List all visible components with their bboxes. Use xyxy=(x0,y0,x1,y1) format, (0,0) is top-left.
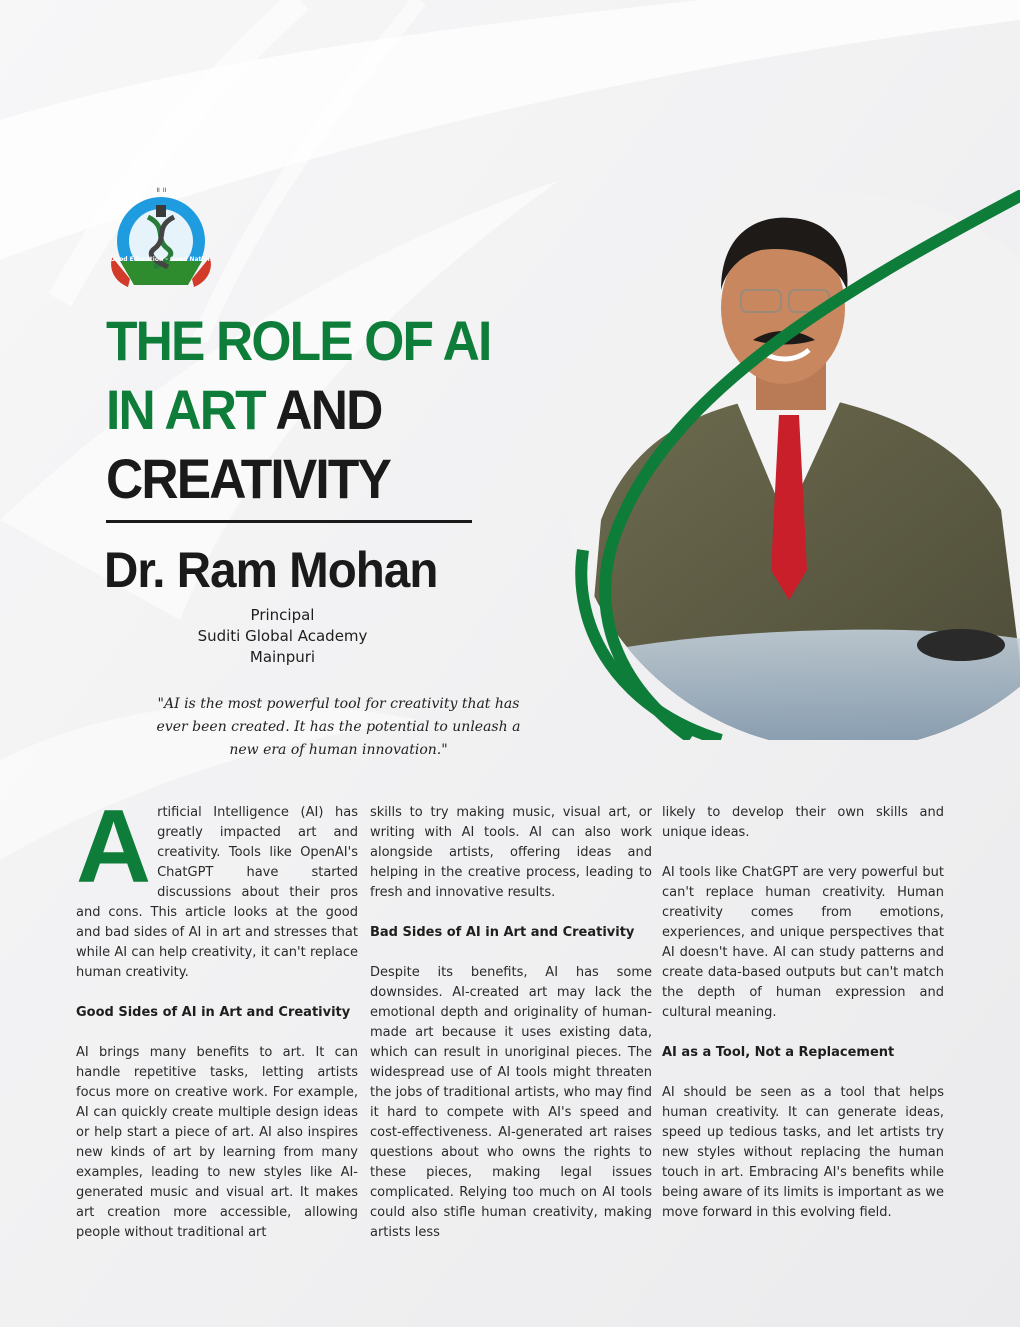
chatgpt-paragraph: AI tools like ChatGPT are very powerful but can't replace human creativity. Human creativity comes from emotions, experiences, and unique perspectives that AI doesn't have. AI can study patterns and create data-based outputs but can't match the depth of human expression and cultural meaning. xyxy=(662,865,944,1020)
good-sides-heading: Good Sides of AI in Art and Creativity xyxy=(76,1005,351,1020)
tool-paragraph: AI should be seen as a tool that helps human creativity. It can generate ideas, speed up tedious tasks, and let artists try new styles without replacing the human touch in art. Embracing AI's benefits while being aware of its limits is important as we move forward in this evolving field. xyxy=(662,1085,944,1220)
svg-text:॥ ॥: ॥ ॥ xyxy=(155,186,167,194)
title-line-2-black: AND xyxy=(275,378,382,441)
drop-cap: A xyxy=(76,789,152,905)
bad-sides-paragraph: Despite its benefits, AI has some downsides. AI-created art may lack the emotional depth and originality of human-made art because it uses existing data, which can result in unoriginal pieces. The widespread use of AI tools might threaten the jobs of traditional artists, who may find it hard to compete with AI's speed and cost-effectiveness. AI-generated art raises questions about who owns the rights to these pieces, making legal issues complicated. Relying too much on AI tools could also stifle human creativity, making artists less xyxy=(370,965,652,1240)
logo-motto: Good Education - Good Nation xyxy=(110,256,212,263)
article-column-2 xyxy=(370,803,652,1243)
quote-line-3: new era of human innovation." xyxy=(229,742,448,758)
title-divider xyxy=(106,520,472,523)
bad-sides-heading: Bad Sides of AI in Art and Creativity xyxy=(370,925,635,940)
quote-line-2: ever been created. It has the potential to unleash a xyxy=(156,719,521,735)
author-portrait-photo xyxy=(561,190,1020,740)
school-crest-logo xyxy=(108,183,214,297)
author-city: Mainpuri xyxy=(249,648,316,666)
tool-heading: AI as a Tool, Not a Replacement xyxy=(662,1045,895,1060)
article-column-1 xyxy=(76,789,358,1243)
author-name: Dr. Ram Mohan xyxy=(104,542,438,598)
bad-sides-paragraph-continued: likely to develop their own skills and unique ideas. xyxy=(662,805,944,840)
title-line-2-green: IN ART xyxy=(106,378,265,441)
article-title xyxy=(106,306,492,513)
good-sides-paragraph-continued: skills to try making music, visual art, or writing with AI tools. AI can also work alongside artists, offering ideas and helping in the creative process, leading to fresh and innovative results. xyxy=(370,805,652,900)
pull-quote xyxy=(136,693,541,762)
intro-paragraph xyxy=(76,789,358,983)
author-institution: Suditi Global Academy xyxy=(197,627,368,645)
intro-text: rtificial Intelligence (AI) has greatly impacted art and creativity. Tools like OpenAI's ChatGPT have started discussions about their pros and cons. This article looks at the good and bad sides of AI in art and stresses that while AI can help creativity, it can't replace human creativity. xyxy=(76,805,358,980)
title-line-3: CREATIVITY xyxy=(106,447,391,510)
title-line-1: THE ROLE OF AI xyxy=(106,309,491,372)
author-details xyxy=(150,605,415,668)
article-column-3 xyxy=(662,803,944,1223)
quote-line-1: "AI is the most powerful tool for creativity that has xyxy=(157,696,520,712)
good-sides-paragraph: AI brings many benefits to art. It can handle repetitive tasks, letting artists focus more on creative work. For example, AI can quickly create multiple design ideas or help start a piece of art. AI also inspires new kinds of art by learning from many examples, leading to new styles like AI-generated music and visual art. It makes art creation more accessible, allowing people without traditional art xyxy=(76,1045,358,1240)
author-role: Principal xyxy=(250,606,315,624)
